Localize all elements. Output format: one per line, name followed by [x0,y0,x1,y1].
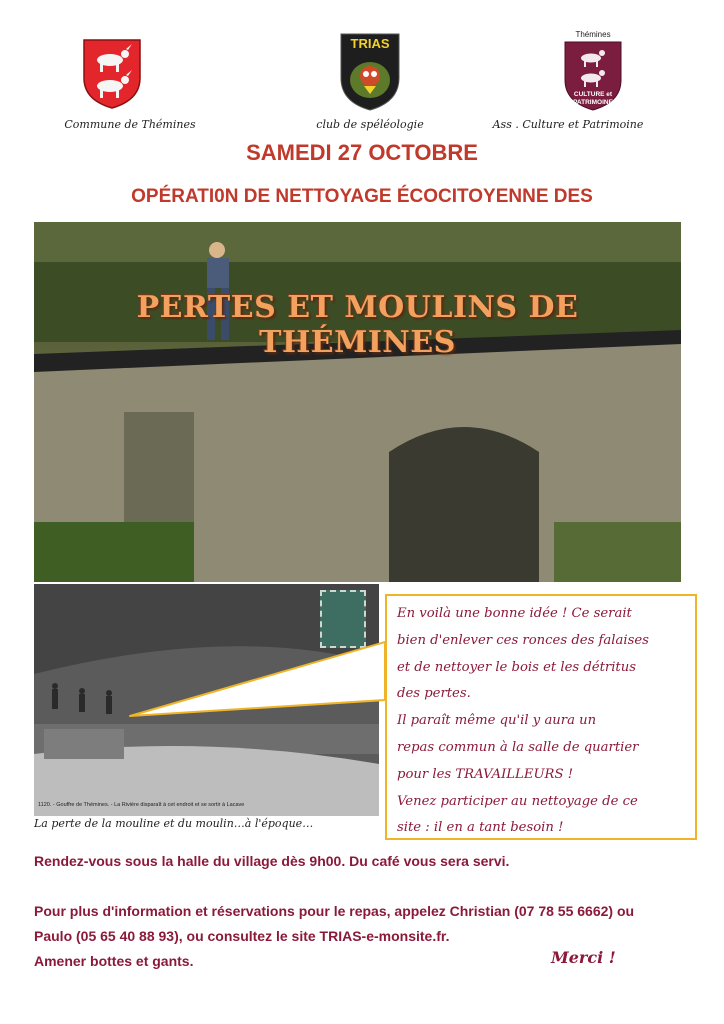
culture-badge-bottom: CULTURE et PATRIMOINE [573,91,613,106]
bubble-line: site : il en a tant besoin ! [397,820,564,836]
bubble-line: pour les TRAVAILLEURS ! [397,766,574,782]
event-date-title: SAMEDI 27 OCTOBRE [246,140,478,165]
bubble-line: bien d'enlever ces ronces des falaises [397,632,649,648]
logo-caption-club: club de spéléologie [316,118,424,131]
contact-text-line1: Pour plus d'information et réservations pour le repas, appelez Christian (07 78 55 6662) ou [34,903,635,919]
trias-badge-text: TRIAS [350,36,390,51]
contact-text-line2: Paulo (05 65 40 88 93), ou consultez le site TRIAS-e-monsite.fr. [34,928,450,944]
bubble-line: En voilà une bonne idée ! Ce serait [397,606,632,621]
banner-title: PERTES ET MOULINS DE THÉMINES [136,290,579,360]
boots-text: Amener bottes et gants. [34,953,194,969]
bubble-line: repas commun à la salle de quartier [397,739,639,755]
bubble-line: et de nettoyer le bois et les détritus [397,659,636,675]
postcard-caption: La perte de la mouline et du moulin…à l'époque… [34,817,314,830]
logo-caption-commune: Commune de Thémines [64,118,196,131]
bubble-line: Venez participer au nettoyage de ce [397,793,638,809]
bubble-line: Il paraît même qu'il y aura un [397,713,597,729]
postcard-print-text: 1120. - Gouffre de Thémines. - La Rivière disparaît à cet endroit et se sortir à Lacave [38,802,245,808]
logo-caption-culture: Ass . Culture et Patrimoine [492,118,644,131]
merci-text: Merci ! [551,948,616,967]
bubble-line: des pertes. [397,686,471,702]
operation-title: OPÉRATI0N DE NETTOYAGE ÉCOCITOYENNE DES [131,186,593,207]
culture-badge-top: Thémines [575,30,611,39]
speech-bubble [385,594,697,840]
rendezvous-text: Rendez-vous sous la halle du village dès 9h00. Du café vous sera servi. [34,853,510,869]
